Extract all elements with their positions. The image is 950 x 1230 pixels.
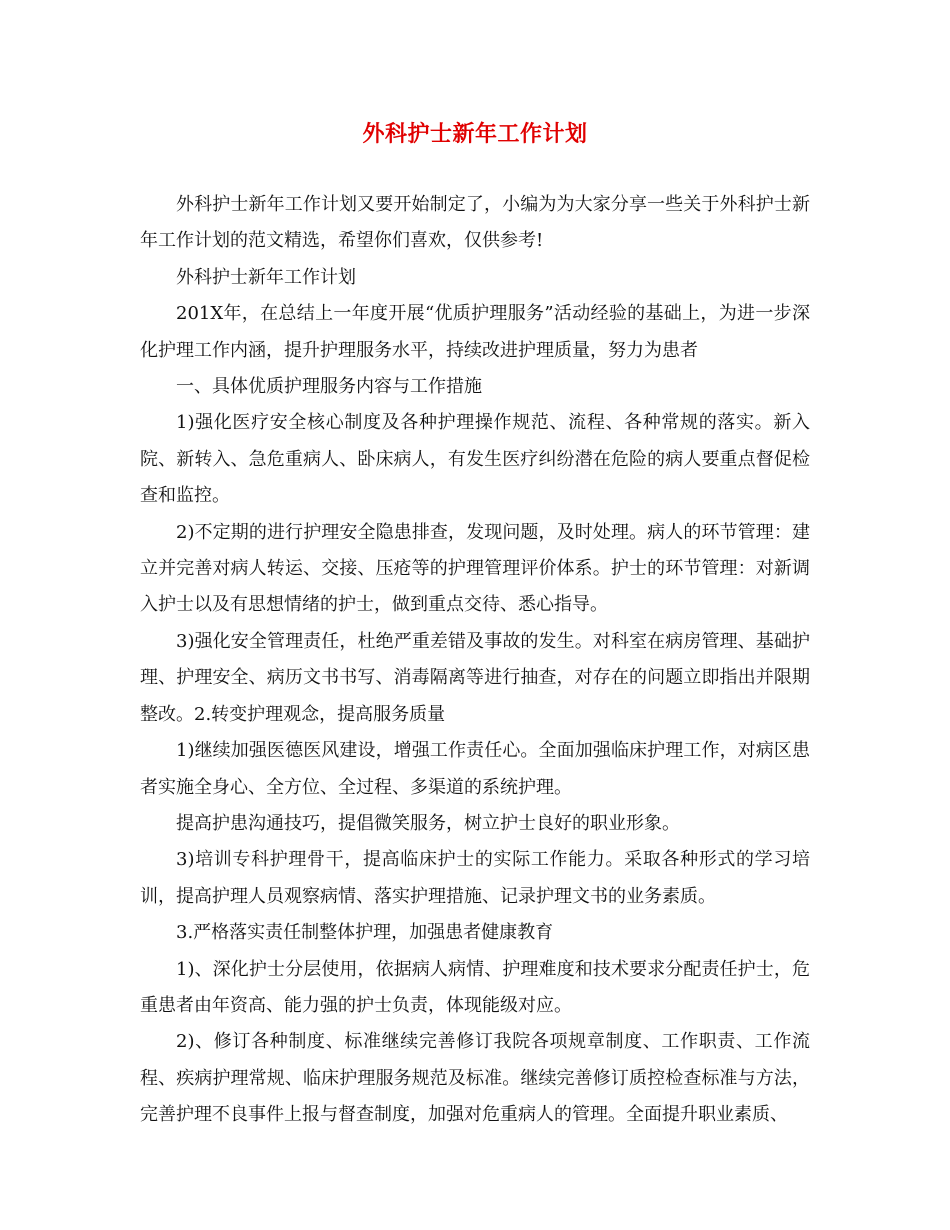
paragraph-item: 1)、深化护士分层使用，依据病人病情、护理难度和技术要求分配责任护士，危重患者由年资高、能力强的护士负责，体现能级对应。 <box>140 958 810 1016</box>
paragraph-subtitle: 外科护士新年工作计划 <box>176 266 356 288</box>
paragraph-item: 2)不定期的进行护理安全隐患排查，发现问题，及时处理。病人的环节管理：建立并完善对病人转运、交接、压疮等的护理管理评价体系。护士的环节管理：对新调入护士以及有思想情绪的护士，做到重点交待、悉心指导。 <box>140 521 810 616</box>
section-heading-3: 3.严格落实责任制整体护理，加强患者健康教育 <box>176 922 554 944</box>
paragraph-item: 3)培训专科护理骨干，提高临床护士的实际工作能力。采取各种形式的学习培训，提高护理人员观察病情、落实护理措施、记录护理文书的业务素质。 <box>140 849 810 907</box>
document-title: 外科护士新年工作计划 <box>362 121 588 147</box>
paragraph-item: 2)、修订各种制度、标准继续完善修订我院各项规章制度、工作职责、工作流程、疾病护理常规、临床护理服务规范及标准。继续完善修订质控检查标准与方法，完善护理不良事件上报与督查制度，加强对危重病人的管理。全面提升职业素质、 <box>140 1031 810 1126</box>
paragraph-preface: 201X年，在总结上一年度开展“优质护理服务”活动经验的基础上，为进一步深化护理工作内涵，提升护理服务水平，持续改进护理质量，努力为患者 <box>140 303 810 361</box>
paragraph-item: 3)强化安全管理责任，杜绝严重差错及事故的发生。对科室在病房管理、基础护理、护理安全、病历文书书写、消毒隔离等进行抽查，对存在的问题立即指出并限期整改。2.转变护理观念，提高服务质量 <box>140 630 810 725</box>
paragraph-item: 1)继续加强医德医风建设，增强工作责任心。全面加强临床护理工作，对病区患者实施全身心、全方位、全过程、多渠道的系统护理。 <box>140 740 810 798</box>
paragraph-intro: 外科护士新年工作计划又要开始制定了，小编为为大家分享一些关于外科护士新年工作计划的范文精选，希望你们喜欢，仅供参考! <box>140 194 810 252</box>
document-body <box>140 187 810 1134</box>
paragraph-item: 1)强化医疗安全核心制度及各种护理操作规范、流程、各种常规的落实。新入院、新转入、急危重病人、卧床病人，有发生医疗纠纷潜在危险的病人要重点督促检查和监控。 <box>140 412 810 507</box>
paragraph-item: 提高护患沟通技巧，提倡微笑服务，树立护士良好的职业形象。 <box>176 812 680 834</box>
section-heading-1: 一、具体优质护理服务内容与工作措施 <box>176 376 482 398</box>
